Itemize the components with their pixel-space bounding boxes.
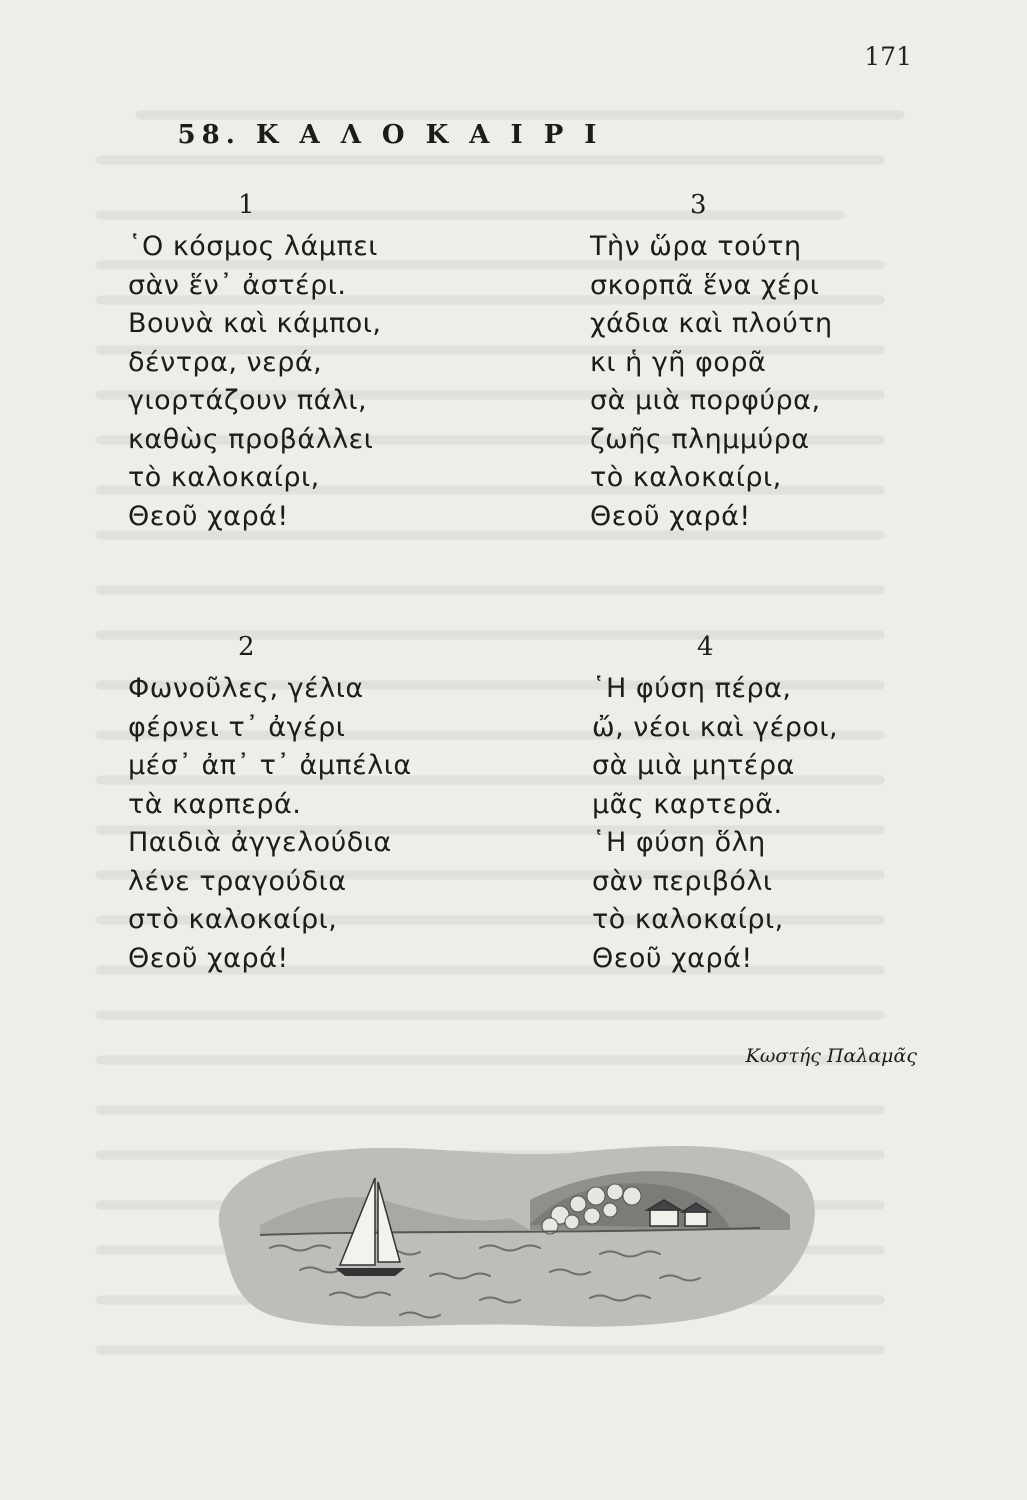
verse-line: τὰ καρπερά. [128, 788, 302, 820]
verse-line: σὰν περιβόλι [592, 865, 773, 897]
verse-line: στὸ καλοκαίρι, [128, 904, 338, 935]
poem-title: 58. Κ Α Λ Ο Κ Α Ι Ρ Ι [177, 120, 603, 150]
verse-line: Τὴν ὥρα τούτη [590, 231, 802, 262]
verse-line: Παιδιὰ ἀγγελούδια [128, 827, 392, 858]
verse-line: Θεοῦ χαρά! [128, 500, 289, 532]
verse-line: λένε τραγούδια [128, 865, 347, 897]
stanza-2 [128, 632, 412, 978]
verse-line: χάδια καὶ πλούτη [590, 308, 833, 339]
verse-line: ῾Ο κόσμος λάμπει [128, 231, 378, 262]
verse-line: ῾Η φύση πέρα, [592, 673, 792, 704]
stanza-number: 2 [238, 632, 255, 662]
stanza-1 [128, 190, 381, 536]
verse-line: σὰ μιὰ πορφύρα, [590, 385, 821, 416]
stanza-4 [592, 632, 838, 978]
verse-line: σὰν ἕν᾽ ἀστέρι. [128, 269, 347, 301]
verse-line: τὸ καλοκαίρι, [590, 462, 782, 493]
page-number: 171 [864, 42, 912, 71]
verse-line: γιορτάζουν πάλι, [128, 385, 368, 416]
verse-line: σὰ μιὰ μητέρα [592, 750, 795, 781]
verse-line: Θεοῦ χαρά! [592, 942, 753, 974]
verse-line: δέντρα, νερά, [128, 346, 323, 378]
verse-line: τὸ καλοκαίρι, [592, 904, 784, 935]
stanza-number: 1 [238, 190, 255, 220]
verse-line: Θεοῦ χαρά! [128, 942, 289, 974]
verse-line: μέσ᾽ ἀπ᾽ τ᾽ ἀμπέλια [128, 750, 412, 781]
stanza-number: 3 [690, 190, 707, 220]
author-signature: Κωστής Παλαμᾶς [745, 1045, 917, 1067]
stanza-3 [590, 190, 833, 536]
verse-line: ὤ, νέοι καὶ γέροι, [592, 711, 839, 743]
verse-line: σκορπᾶ ἕνα χέρι [590, 269, 820, 301]
verse-line: τὸ καλοκαίρι, [128, 462, 320, 493]
verse-line: ζωῆς πλημμύρα [590, 423, 810, 455]
verse-line: ῾Η φύση ὅλη [592, 827, 766, 858]
stanza-number: 4 [697, 632, 714, 662]
verse-line: Φωνοῦλες, γέλια [128, 673, 364, 704]
verse-line: Βουνὰ καὶ κάμποι, [128, 308, 382, 339]
verse-line: καθὼς προβάλλει [128, 423, 374, 455]
verse-line: κι ἡ γῆ φορᾶ [590, 346, 767, 378]
verse-line: Θεοῦ χαρά! [590, 500, 751, 532]
island-landscape-illustration [200, 1130, 830, 1340]
verse-line: φέρνει τ᾽ ἀγέρι [128, 711, 346, 743]
verse-line: μᾶς καρτερᾶ. [592, 788, 783, 820]
